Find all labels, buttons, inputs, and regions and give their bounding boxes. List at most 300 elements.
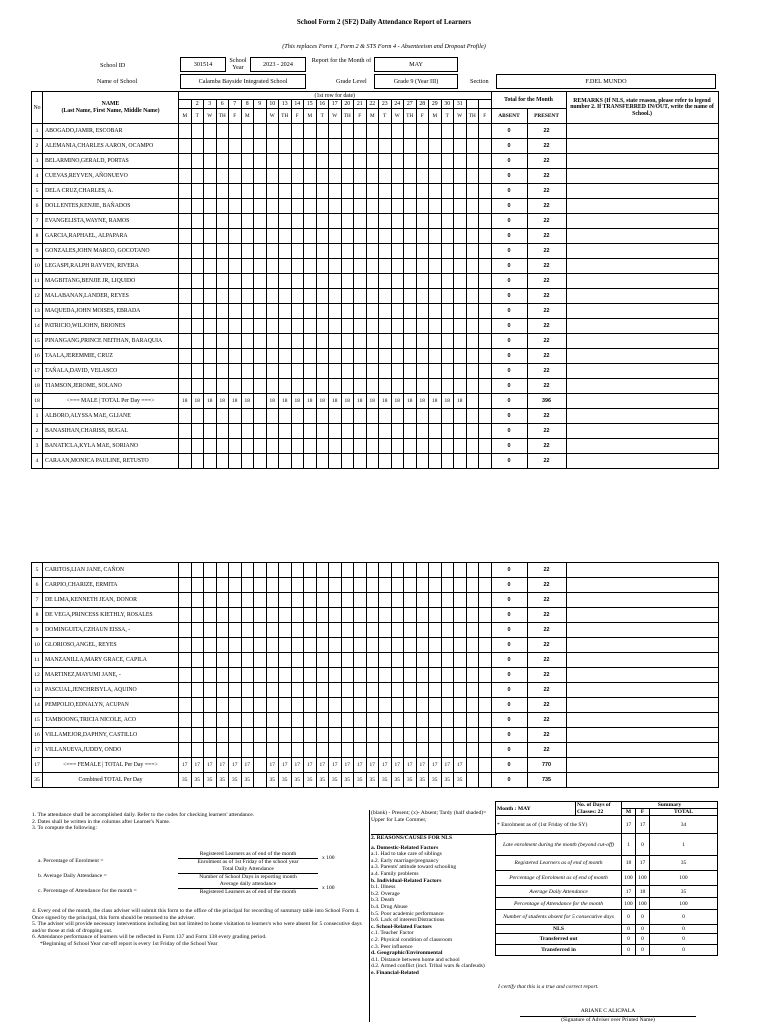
day-cell[interactable] (216, 563, 229, 578)
day-cell[interactable] (354, 274, 367, 289)
day-cell[interactable] (241, 608, 254, 623)
day-cell[interactable] (279, 668, 292, 683)
day-cell[interactable] (204, 259, 217, 274)
day-cell[interactable] (391, 743, 404, 758)
day-cell[interactable] (341, 379, 354, 394)
day-cell[interactable] (266, 653, 279, 668)
day-cell[interactable] (216, 424, 229, 439)
day-cell[interactable] (204, 713, 217, 728)
day-cell[interactable] (466, 199, 479, 214)
day-cell[interactable] (216, 349, 229, 364)
day-cell[interactable] (241, 409, 254, 424)
day-cell[interactable] (341, 743, 354, 758)
day-cell[interactable] (279, 244, 292, 259)
day-cell[interactable] (266, 439, 279, 454)
day-cell[interactable] (204, 334, 217, 349)
day-cell[interactable] (416, 289, 429, 304)
day-cell[interactable] (316, 623, 329, 638)
day-cell[interactable] (229, 349, 242, 364)
day-cell[interactable] (204, 229, 217, 244)
day-cell[interactable] (304, 578, 317, 593)
day-cell[interactable] (354, 364, 367, 379)
day-cell[interactable] (279, 259, 292, 274)
day-cell[interactable] (304, 319, 317, 334)
day-cell[interactable] (316, 454, 329, 469)
day-cell[interactable] (329, 578, 342, 593)
day-cell[interactable] (254, 364, 267, 379)
day-cell[interactable] (404, 593, 417, 608)
day-cell[interactable] (229, 229, 242, 244)
remarks-cell[interactable] (566, 409, 718, 424)
day-cell[interactable] (291, 698, 304, 713)
day-cell[interactable] (441, 424, 454, 439)
day-cell[interactable] (466, 623, 479, 638)
day-cell[interactable] (404, 274, 417, 289)
day-cell[interactable] (354, 169, 367, 184)
day-cell[interactable] (329, 424, 342, 439)
day-cell[interactable] (441, 713, 454, 728)
day-cell[interactable] (391, 578, 404, 593)
day-cell[interactable] (391, 259, 404, 274)
day-cell[interactable] (366, 289, 379, 304)
day-cell[interactable] (416, 139, 429, 154)
day-cell[interactable] (379, 623, 392, 638)
day-cell[interactable] (379, 259, 392, 274)
day-cell[interactable] (291, 259, 304, 274)
day-cell[interactable] (454, 229, 467, 244)
day-cell[interactable] (366, 439, 379, 454)
day-cell[interactable] (191, 578, 204, 593)
day-cell[interactable] (304, 229, 317, 244)
school-id-field[interactable]: 301514 (180, 57, 226, 72)
day-cell[interactable] (391, 334, 404, 349)
day-cell[interactable] (266, 274, 279, 289)
day-cell[interactable] (466, 713, 479, 728)
day-cell[interactable] (354, 289, 367, 304)
day-cell[interactable] (216, 289, 229, 304)
day-cell[interactable] (266, 184, 279, 199)
day-cell[interactable] (391, 154, 404, 169)
day-cell[interactable] (391, 199, 404, 214)
day-cell[interactable] (366, 199, 379, 214)
day-cell[interactable] (254, 289, 267, 304)
day-cell[interactable] (429, 169, 442, 184)
day-cell[interactable] (391, 424, 404, 439)
day-cell[interactable] (291, 304, 304, 319)
day-cell[interactable] (391, 623, 404, 638)
day-cell[interactable] (204, 289, 217, 304)
day-cell[interactable] (266, 319, 279, 334)
day-cell[interactable] (179, 728, 192, 743)
day-cell[interactable] (241, 623, 254, 638)
day-cell[interactable] (216, 668, 229, 683)
day-cell[interactable] (466, 683, 479, 698)
day-cell[interactable] (266, 623, 279, 638)
day-cell[interactable] (266, 424, 279, 439)
day-cell[interactable] (341, 124, 354, 139)
day-cell[interactable] (366, 334, 379, 349)
day-cell[interactable] (454, 424, 467, 439)
day-cell[interactable] (291, 713, 304, 728)
day-cell[interactable] (416, 409, 429, 424)
day-cell[interactable] (291, 608, 304, 623)
day-cell[interactable] (254, 578, 267, 593)
day-cell[interactable] (454, 319, 467, 334)
day-cell[interactable] (466, 409, 479, 424)
day-cell[interactable] (216, 409, 229, 424)
day-cell[interactable] (216, 154, 229, 169)
day-cell[interactable] (391, 653, 404, 668)
day-cell[interactable] (291, 124, 304, 139)
day-cell[interactable] (429, 319, 442, 334)
day-cell[interactable] (216, 743, 229, 758)
day-cell[interactable] (216, 124, 229, 139)
day-cell[interactable] (479, 124, 492, 139)
day-cell[interactable] (266, 289, 279, 304)
day-cell[interactable] (416, 259, 429, 274)
day-cell[interactable] (279, 653, 292, 668)
day-cell[interactable] (279, 454, 292, 469)
day-cell[interactable] (291, 728, 304, 743)
day-cell[interactable] (229, 578, 242, 593)
day-cell[interactable] (479, 454, 492, 469)
day-cell[interactable] (441, 563, 454, 578)
day-cell[interactable] (304, 274, 317, 289)
day-cell[interactable] (479, 139, 492, 154)
day-cell[interactable] (341, 214, 354, 229)
day-cell[interactable] (329, 743, 342, 758)
day-cell[interactable] (379, 409, 392, 424)
day-cell[interactable] (266, 364, 279, 379)
day-cell[interactable] (479, 608, 492, 623)
day-cell[interactable] (304, 439, 317, 454)
day-cell[interactable] (266, 608, 279, 623)
day-cell[interactable] (341, 578, 354, 593)
day-cell[interactable] (241, 454, 254, 469)
day-cell[interactable] (441, 668, 454, 683)
day-cell[interactable] (341, 139, 354, 154)
day-cell[interactable] (479, 653, 492, 668)
day-cell[interactable] (216, 364, 229, 379)
day-cell[interactable] (204, 683, 217, 698)
day-cell[interactable] (179, 214, 192, 229)
day-cell[interactable] (404, 424, 417, 439)
day-cell[interactable] (191, 199, 204, 214)
day-cell[interactable] (441, 214, 454, 229)
day-cell[interactable] (316, 424, 329, 439)
day-cell[interactable] (279, 713, 292, 728)
day-cell[interactable] (429, 274, 442, 289)
day-cell[interactable] (379, 653, 392, 668)
day-cell[interactable] (241, 289, 254, 304)
day-cell[interactable] (416, 593, 429, 608)
day-cell[interactable] (279, 229, 292, 244)
day-cell[interactable] (291, 334, 304, 349)
day-cell[interactable] (416, 214, 429, 229)
day-cell[interactable] (304, 424, 317, 439)
day-cell[interactable] (416, 124, 429, 139)
day-cell[interactable] (391, 169, 404, 184)
day-cell[interactable] (266, 259, 279, 274)
day-cell[interactable] (479, 304, 492, 319)
day-cell[interactable] (304, 304, 317, 319)
day-cell[interactable] (466, 184, 479, 199)
day-cell[interactable] (229, 454, 242, 469)
day-cell[interactable] (254, 124, 267, 139)
day-cell[interactable] (466, 454, 479, 469)
day-cell[interactable] (479, 364, 492, 379)
day-cell[interactable] (466, 154, 479, 169)
day-cell[interactable] (466, 214, 479, 229)
day-cell[interactable] (191, 454, 204, 469)
day-cell[interactable] (204, 454, 217, 469)
day-cell[interactable] (254, 184, 267, 199)
day-cell[interactable] (479, 698, 492, 713)
day-cell[interactable] (216, 608, 229, 623)
day-cell[interactable] (216, 698, 229, 713)
day-cell[interactable] (254, 563, 267, 578)
day-cell[interactable] (279, 364, 292, 379)
day-cell[interactable] (204, 728, 217, 743)
day-cell[interactable] (304, 409, 317, 424)
day-cell[interactable] (479, 289, 492, 304)
day-cell[interactable] (454, 154, 467, 169)
day-cell[interactable] (366, 379, 379, 394)
day-cell[interactable] (241, 319, 254, 334)
remarks-cell[interactable] (566, 229, 718, 244)
day-cell[interactable] (354, 563, 367, 578)
day-cell[interactable] (229, 713, 242, 728)
day-cell[interactable] (454, 244, 467, 259)
day-cell[interactable] (329, 454, 342, 469)
remarks-cell[interactable] (566, 713, 718, 728)
day-cell[interactable] (479, 409, 492, 424)
day-cell[interactable] (291, 578, 304, 593)
day-cell[interactable] (329, 154, 342, 169)
day-cell[interactable] (329, 563, 342, 578)
day-cell[interactable] (316, 199, 329, 214)
day-cell[interactable] (379, 593, 392, 608)
day-cell[interactable] (191, 608, 204, 623)
day-cell[interactable] (191, 124, 204, 139)
day-cell[interactable] (204, 623, 217, 638)
day-cell[interactable] (229, 184, 242, 199)
day-cell[interactable] (266, 379, 279, 394)
day-cell[interactable] (304, 683, 317, 698)
day-cell[interactable] (316, 608, 329, 623)
day-cell[interactable] (329, 608, 342, 623)
day-cell[interactable] (304, 713, 317, 728)
day-cell[interactable] (179, 289, 192, 304)
day-cell[interactable] (291, 439, 304, 454)
day-cell[interactable] (441, 743, 454, 758)
day-cell[interactable] (216, 229, 229, 244)
day-cell[interactable] (316, 578, 329, 593)
day-cell[interactable] (266, 124, 279, 139)
day-cell[interactable] (429, 713, 442, 728)
day-cell[interactable] (179, 668, 192, 683)
remarks-cell[interactable] (566, 184, 718, 199)
day-cell[interactable] (354, 623, 367, 638)
day-cell[interactable] (229, 728, 242, 743)
remarks-cell[interactable] (566, 638, 718, 653)
day-cell[interactable] (191, 304, 204, 319)
day-cell[interactable] (316, 728, 329, 743)
day-cell[interactable] (254, 623, 267, 638)
day-cell[interactable] (404, 139, 417, 154)
day-cell[interactable] (254, 653, 267, 668)
day-cell[interactable] (416, 184, 429, 199)
day-cell[interactable] (429, 409, 442, 424)
day-cell[interactable] (441, 184, 454, 199)
day-cell[interactable] (416, 728, 429, 743)
day-cell[interactable] (216, 638, 229, 653)
day-cell[interactable] (454, 638, 467, 653)
day-cell[interactable] (329, 139, 342, 154)
day-cell[interactable] (454, 578, 467, 593)
day-cell[interactable] (454, 199, 467, 214)
day-cell[interactable] (404, 379, 417, 394)
day-cell[interactable] (379, 139, 392, 154)
day-cell[interactable] (316, 334, 329, 349)
day-cell[interactable] (366, 319, 379, 334)
day-cell[interactable] (429, 349, 442, 364)
day-cell[interactable] (316, 274, 329, 289)
day-cell[interactable] (341, 304, 354, 319)
day-cell[interactable] (229, 409, 242, 424)
day-cell[interactable] (316, 364, 329, 379)
day-cell[interactable] (429, 244, 442, 259)
day-cell[interactable] (191, 154, 204, 169)
day-cell[interactable] (229, 214, 242, 229)
day-cell[interactable] (354, 259, 367, 274)
day-cell[interactable] (416, 229, 429, 244)
day-cell[interactable] (316, 698, 329, 713)
day-cell[interactable] (329, 169, 342, 184)
day-cell[interactable] (416, 364, 429, 379)
day-cell[interactable] (454, 713, 467, 728)
day-cell[interactable] (204, 424, 217, 439)
day-cell[interactable] (441, 349, 454, 364)
day-cell[interactable] (441, 623, 454, 638)
day-cell[interactable] (229, 424, 242, 439)
day-cell[interactable] (229, 683, 242, 698)
day-cell[interactable] (229, 199, 242, 214)
day-cell[interactable] (441, 439, 454, 454)
day-cell[interactable] (304, 364, 317, 379)
day-cell[interactable] (441, 334, 454, 349)
day-cell[interactable] (404, 713, 417, 728)
day-cell[interactable] (441, 653, 454, 668)
day-cell[interactable] (191, 728, 204, 743)
remarks-cell[interactable] (566, 334, 718, 349)
day-cell[interactable] (354, 578, 367, 593)
day-cell[interactable] (279, 409, 292, 424)
day-cell[interactable] (304, 214, 317, 229)
day-cell[interactable] (279, 349, 292, 364)
remarks-cell[interactable] (566, 199, 718, 214)
day-cell[interactable] (366, 713, 379, 728)
day-cell[interactable] (216, 623, 229, 638)
day-cell[interactable] (341, 409, 354, 424)
day-cell[interactable] (391, 409, 404, 424)
day-cell[interactable] (304, 608, 317, 623)
day-cell[interactable] (329, 623, 342, 638)
day-cell[interactable] (316, 289, 329, 304)
day-cell[interactable] (304, 199, 317, 214)
day-cell[interactable] (391, 563, 404, 578)
day-cell[interactable] (454, 184, 467, 199)
day-cell[interactable] (479, 593, 492, 608)
day-cell[interactable] (441, 638, 454, 653)
remarks-cell[interactable] (566, 379, 718, 394)
day-cell[interactable] (416, 379, 429, 394)
day-cell[interactable] (179, 698, 192, 713)
day-cell[interactable] (429, 334, 442, 349)
day-cell[interactable] (279, 289, 292, 304)
day-cell[interactable] (266, 563, 279, 578)
day-cell[interactable] (366, 668, 379, 683)
day-cell[interactable] (279, 124, 292, 139)
day-cell[interactable] (204, 608, 217, 623)
day-cell[interactable] (404, 319, 417, 334)
day-cell[interactable] (466, 379, 479, 394)
day-cell[interactable] (379, 424, 392, 439)
day-cell[interactable] (479, 214, 492, 229)
day-cell[interactable] (254, 259, 267, 274)
day-cell[interactable] (241, 743, 254, 758)
remarks-cell[interactable] (566, 668, 718, 683)
day-cell[interactable] (316, 349, 329, 364)
day-cell[interactable] (179, 229, 192, 244)
day-cell[interactable] (391, 274, 404, 289)
day-cell[interactable] (241, 364, 254, 379)
day-cell[interactable] (454, 139, 467, 154)
day-cell[interactable] (241, 139, 254, 154)
remarks-cell[interactable] (566, 154, 718, 169)
day-cell[interactable] (191, 653, 204, 668)
day-cell[interactable] (454, 289, 467, 304)
day-cell[interactable] (429, 304, 442, 319)
day-cell[interactable] (404, 653, 417, 668)
day-cell[interactable] (366, 454, 379, 469)
day-cell[interactable] (229, 563, 242, 578)
day-cell[interactable] (254, 349, 267, 364)
day-cell[interactable] (241, 274, 254, 289)
day-cell[interactable] (191, 424, 204, 439)
day-cell[interactable] (379, 638, 392, 653)
remarks-cell[interactable] (566, 319, 718, 334)
day-cell[interactable] (316, 743, 329, 758)
day-cell[interactable] (216, 334, 229, 349)
day-cell[interactable] (454, 653, 467, 668)
day-cell[interactable] (354, 319, 367, 334)
day-cell[interactable] (204, 439, 217, 454)
day-cell[interactable] (304, 593, 317, 608)
day-cell[interactable] (329, 334, 342, 349)
day-cell[interactable] (204, 199, 217, 214)
day-cell[interactable] (429, 229, 442, 244)
day-cell[interactable] (179, 334, 192, 349)
day-cell[interactable] (316, 169, 329, 184)
day-cell[interactable] (454, 349, 467, 364)
day-cell[interactable] (266, 139, 279, 154)
day-cell[interactable] (404, 409, 417, 424)
day-cell[interactable] (241, 304, 254, 319)
day-cell[interactable] (416, 638, 429, 653)
day-cell[interactable] (229, 668, 242, 683)
day-cell[interactable] (441, 728, 454, 743)
